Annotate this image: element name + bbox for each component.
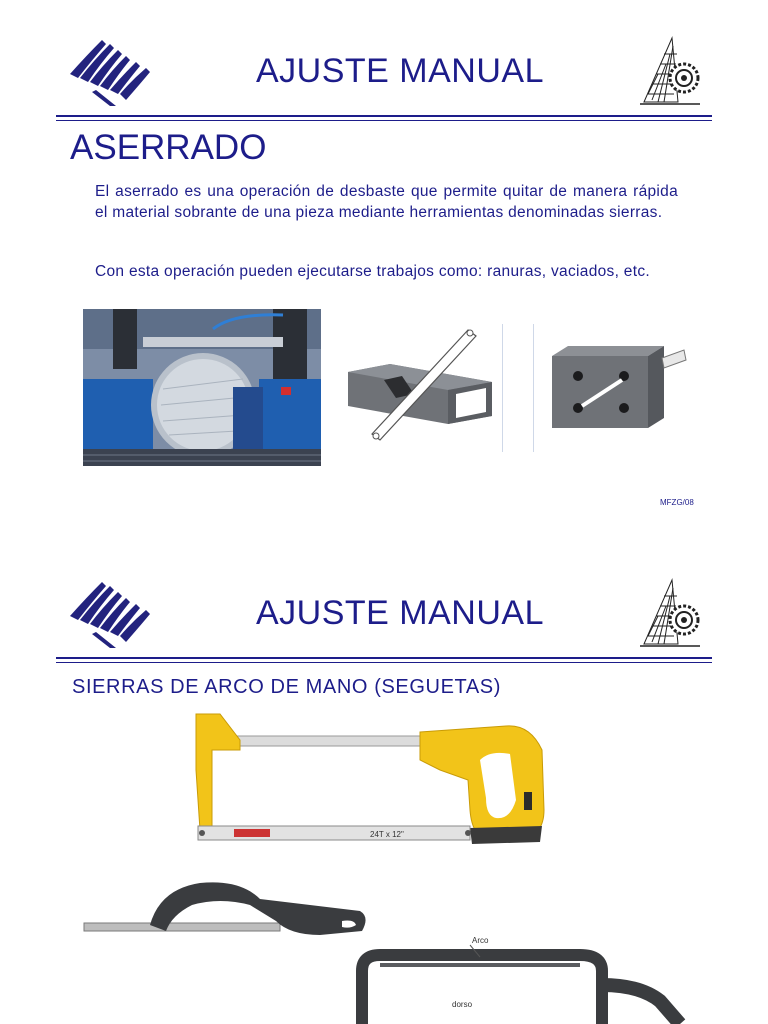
section-heading: ASERRADO <box>70 128 267 167</box>
image-separator <box>533 324 534 452</box>
block-slot-illustration <box>544 334 690 434</box>
slide-title: AJUSTE MANUAL <box>256 52 544 90</box>
paragraph-operations: Con esta operación pueden ejecutarse trabajos como: ranuras, vaciados, etc. <box>95 263 650 280</box>
band-saw-photo <box>83 309 321 466</box>
tube-cutting-illustration <box>344 320 500 454</box>
blade-marking-label: 24T x 12" <box>370 830 404 839</box>
header-divider <box>56 657 712 659</box>
header-divider-thin <box>56 120 712 121</box>
slide-2 <box>0 540 768 1024</box>
dorso-label: dorso <box>452 1000 473 1009</box>
mini-hacksaw-photo <box>80 875 370 955</box>
slide-footer-code: MFZG/08 <box>660 498 694 507</box>
slide-title: AJUSTE MANUAL <box>256 594 544 632</box>
yellow-hacksaw-photo <box>190 710 550 855</box>
image-separator <box>502 324 503 452</box>
paragraph-description: El aserrado es una operación de desbaste que permite quitar de manera rápida el material sobrante de una pieza mediante herramientas denominadas sierras. <box>95 183 678 221</box>
gear-emblem-icon <box>638 34 702 108</box>
header-divider <box>56 115 712 117</box>
section-heading: SIERRAS DE ARCO DE MANO (SEGUETAS) <box>72 676 501 698</box>
arco-label: Arco <box>472 936 489 945</box>
hacksaw-frame-diagram <box>340 925 706 1024</box>
header-divider-thin <box>56 662 712 663</box>
gear-emblem-icon <box>638 576 702 650</box>
